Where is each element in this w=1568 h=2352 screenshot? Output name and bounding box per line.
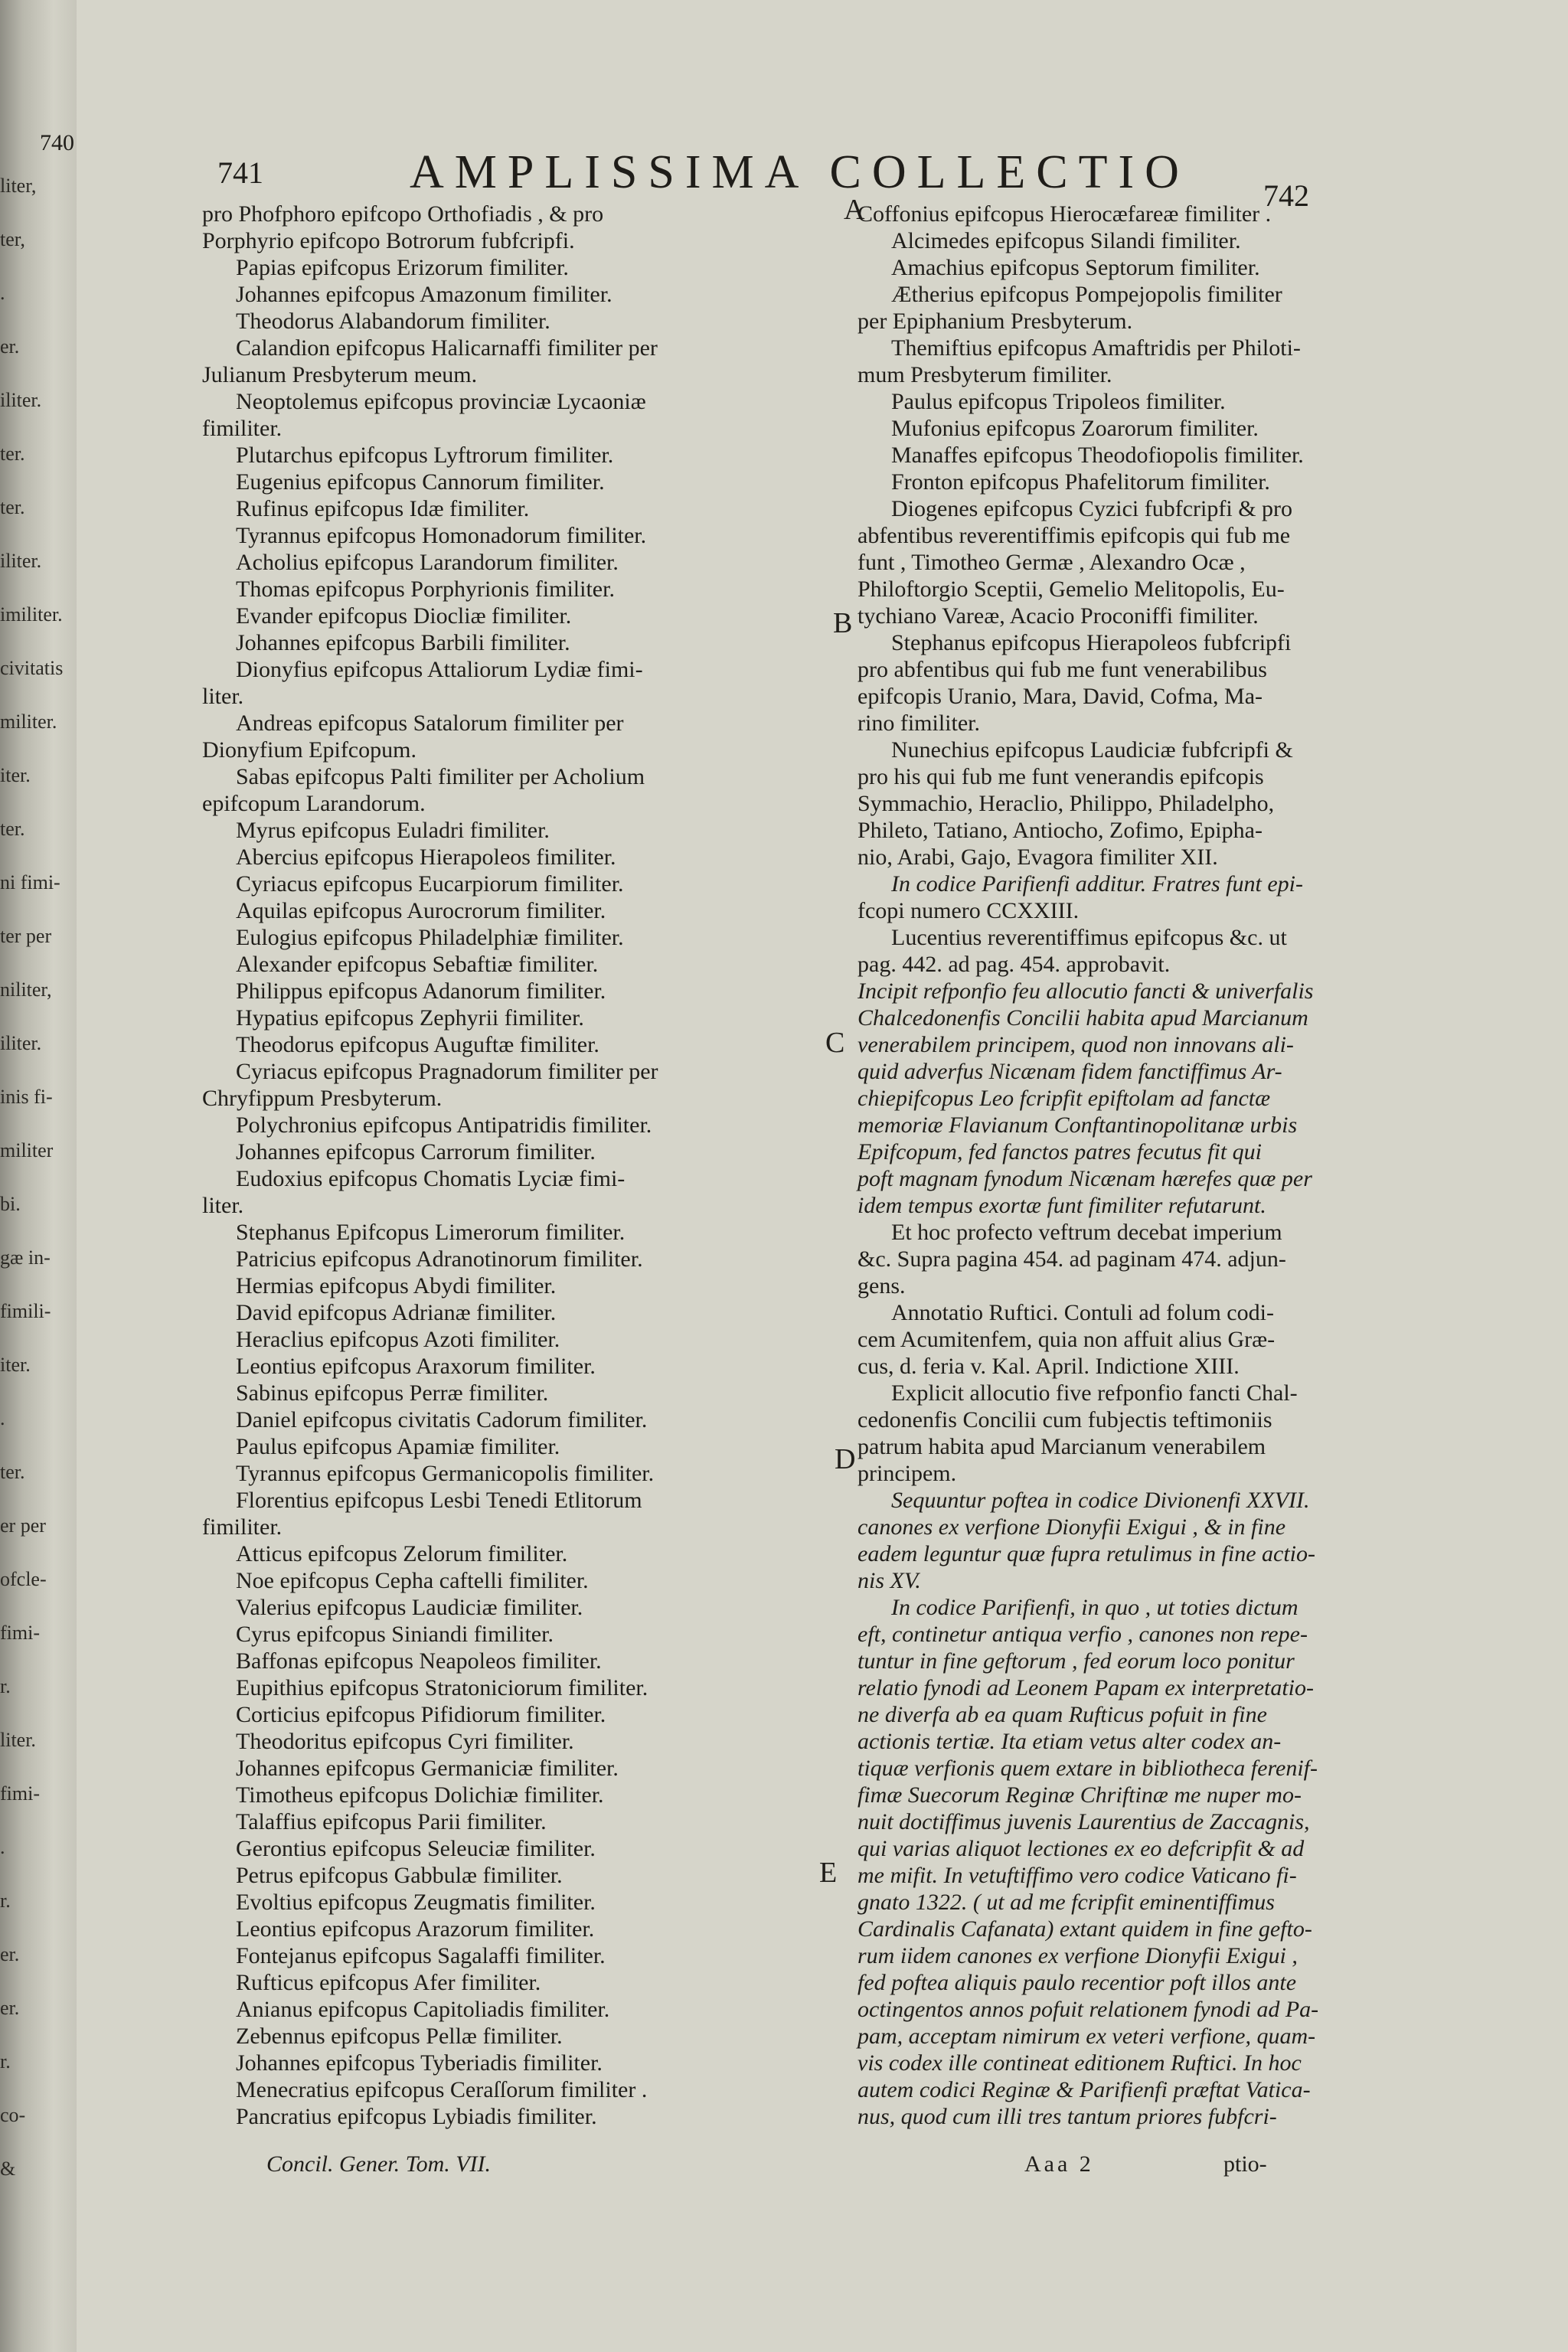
text-line: Alcimedes epifcopus Silandi fimiliter. [891,228,1241,253]
text-line: Acholius epifcopus Larandorum fimiliter. [236,550,619,575]
text-line: Johannes epifcopus Carrorum fimiliter. [236,1139,596,1165]
text-line: Plutarchus epifcopus Lyftrorum fimiliter. [236,443,614,468]
text-line: cem Acumitenfem, quia non affuit alius Græ- [858,1327,1276,1352]
footer-volume: Concil. Gener. Tom. VII. [266,2151,492,2177]
text-line: Tyrannus epifcopus Homonadorum fimiliter. [236,523,647,548]
text-line: gnato 1322. ( ut ad me fcripfit eminentiffimus [858,1890,1275,1915]
text-line: Nunechius epifcopus Laudiciæ fubfcripfi & [891,737,1293,763]
text-line: rino fimiliter. [858,710,980,736]
text-line: Dionyfium Epifcopum. [202,737,416,763]
margin-fragment: gæ in- [0,1246,51,1269]
text-line: venerabilem principem, quod non innovans ali- [858,1032,1294,1057]
margin-fragment: liter, [0,175,37,197]
margin-fragment: bi. [0,1193,21,1215]
text-line: In codice Parifienfi additur. Fratres funt epi- [891,871,1303,897]
section-marker-a: A [844,194,865,226]
text-line: Myrus epifcopus Euladri fimiliter. [236,818,550,843]
text-line: Leontius epifcopus Araxorum fimiliter. [236,1354,596,1379]
text-line: Julianum Presbyterum meum. [202,362,478,387]
text-line: Stephanus epifcopus Hierapoleos fubfcripfi [891,630,1292,655]
left-column [202,201,856,2130]
text-line: Epifcopum, fed fanctos patres fecutus fit qui [858,1139,1262,1165]
text-line: Fontejanus epifcopus Sagalaffi fimiliter. [236,1943,606,1968]
margin-fragment: fimi- [0,1782,40,1805]
margin-fragment: niliter, [0,978,52,1001]
text-line: canones ex verfione Dionyfii Exigui , & in fine [858,1514,1286,1540]
text-line: In codice Parifienfi, in quo , ut toties dictum [891,1595,1298,1620]
margin-fragment: r. [0,2050,11,2073]
text-line: pro abfentibus qui fub me funt venerabilibus [858,657,1267,682]
text-line: Eudoxius epifcopus Chomatis Lyciæ fimi- [236,1166,626,1191]
margin-fragment: ter per [0,925,52,947]
text-line: Baffonas epifcopus Neapoleos fimiliter. [236,1648,602,1674]
margin-fragment: fimi- [0,1622,40,1644]
text-line: Evoltius epifcopus Zeugmatis fimiliter. [236,1890,596,1915]
text-line: Gerontius epifcopus Seleuciæ fimiliter. [236,1836,596,1861]
margin-fragment: . [0,1407,5,1429]
text-line: Fronton epifcopus Phafelitorum fimiliter. [891,469,1270,495]
margin-fragment: iliter. [0,1032,42,1054]
text-line: tuntur in fine geftorum , fed eorum loco ponitur [858,1648,1295,1674]
margin-fragment: . [0,282,5,304]
text-line: chiepifcopus Leo fcripfit epiftolam ad fanctæ [858,1086,1271,1111]
text-line: Theodorus Alabandorum fimiliter. [236,309,550,334]
margin-fragment: r. [0,1675,11,1697]
margin-fragment: militer [0,1139,54,1161]
text-line: pro his qui fub me funt venerandis epifcopis [858,764,1264,789]
text-line: Tyrannus epifcopus Germanicopolis fimiliter. [236,1461,655,1486]
text-line: Zebennus epifcopus Pellæ fimiliter. [236,2024,563,2049]
text-line: Et hoc profecto veftrum decebat imperium [891,1220,1282,1245]
text-line: eadem leguntur quæ fupra retulimus in fine actio- [858,1541,1315,1566]
text-line: Leontius epifcopus Arazorum fimiliter. [236,1916,595,1942]
text-line: Neoptolemus epifcopus provinciæ Lycaoniæ [236,389,646,414]
text-line: Talaffius epifcopus Parii fimiliter. [236,1809,547,1834]
margin-fragment: ter, [0,228,25,250]
text-line: poft magnam fynodum Nicænam hærefes quæ per [858,1166,1312,1191]
text-line: Sequuntur poftea in codice Divionenfi XXVII. [891,1488,1310,1513]
text-line: vis codex ille contineat editionem Ruftici. In hoc [858,2050,1302,2076]
text-line: quid adverfus Nicænam fidem fanctiffimus Ar- [858,1059,1282,1084]
text-line: Sabinus epifcopus Perræ fimiliter. [236,1380,549,1406]
margin-fragment: ter. [0,496,25,518]
facing-page-margin [0,0,77,2352]
text-line: Noe epifcopus Cepha caftelli fimiliter. [236,1568,589,1593]
text-line: Mufonius epifcopus Zoarorum fimiliter. [891,416,1259,441]
text-line: Symmachio, Heraclio, Philippo, Philadelpho, [858,791,1275,816]
text-line: Andreas epifcopus Satalorum fimiliter per [236,710,624,736]
text-line: pag. 442. ad pag. 454. approbavit. [858,952,1171,977]
text-line: fimæ Suecorum Reginæ Chriftinæ me nuper mo- [858,1782,1302,1808]
text-line: epifcopis Uranio, Mara, David, Cofma, Ma- [858,684,1263,709]
left-page-number: 741 [217,155,263,190]
text-line: per Epiphanium Presbyterum. [858,309,1133,334]
margin-fragment: ter. [0,1461,25,1483]
text-line: nis XV. [858,1568,921,1593]
text-line: octingentos annos pofuit relationem fynodi ad Pa- [858,1997,1319,2022]
section-marker-d: D [835,1443,856,1475]
margin-fragment: ter. [0,818,25,840]
text-line: memoriæ Flavianum Conftantinopolitanæ urbis [858,1112,1298,1138]
text-line: cedonenfis Concilii cum fubjectis teftimoniis [858,1407,1272,1432]
text-line: Timotheus epifcopus Dolichiæ fimiliter. [236,1782,604,1808]
text-line: funt , Timotheo Germæ , Alexandro Ocæ , [858,550,1246,575]
text-line: Dionyfius epifcopus Attaliorum Lydiæ fimi- [236,657,643,682]
margin-fragment: er. [0,335,20,358]
margin-fragment: . [0,1836,5,1858]
margin-fragment: iter. [0,764,31,786]
text-line: Philoftorgio Sceptii, Gemelio Melitopolis, Eu- [858,577,1285,602]
text-line: Amachius epifcopus Septorum fimiliter. [891,255,1260,280]
text-line: Patricius epifcopus Adranotinorum fimiliter. [236,1246,643,1272]
text-line: Johannes epifcopus Germaniciæ fimiliter. [236,1756,619,1781]
text-line: Evander epifcopus Diocliæ fimiliter. [236,603,572,629]
running-title: AMPLISSIMA COLLECTIO [410,146,1190,198]
margin-fragment: ni fimi- [0,871,60,893]
text-line: Calandion epifcopus Halicarnaffi fimiliter per [236,335,658,361]
text-line: liter. [202,1193,244,1218]
text-line: Cardinalis Cafanata) extant quidem in fine gefto- [858,1916,1312,1942]
text-line: David epifcopus Adrianæ fimiliter. [236,1300,557,1325]
margin-fragment: civitatis [0,657,64,679]
text-line: Explicit allocutio five refponfio fancti Chal- [891,1380,1298,1406]
text-line: Hermias epifcopus Abydi fimiliter. [236,1273,557,1298]
text-line: Porphyrio epifcopo Botrorum fubfcripfi. [202,228,575,253]
text-line: principem. [858,1461,957,1486]
text-line: Philippus epifcopus Adanorum fimiliter. [236,978,606,1004]
text-line: Manaffes epifcopus Theodofiopolis fimiliter. [891,443,1304,468]
text-line: Menecratius epifcopus Ceraſſorum fimiliter . [236,2077,648,2102]
margin-fragment: inis fi- [0,1086,53,1108]
text-line: Eupithius epifcopus Stratoniciorum fimiliter. [236,1675,648,1700]
text-line: rum iidem canones ex verfione Dionyfii Exigui , [858,1943,1298,1968]
text-line: Florentius epifcopus Lesbi Tenedi Etlitorum [236,1488,642,1513]
margin-fragment: co- [0,2104,26,2126]
text-line: fed poftea aliquis paulo recentior poft illos ante [858,1970,1297,1995]
text-line: nio, Arabi, Gajo, Evagora fimiliter XII. [858,844,1218,870]
text-line: tiquæ verfionis quem extare in bibliotheca ferenif- [858,1756,1318,1781]
text-line: fimiliter. [202,1514,283,1540]
text-line: Johannes epifcopus Barbili fimiliter. [236,630,570,655]
text-line: Stephanus Epifcopus Limerorum fimiliter. [236,1220,626,1245]
right-page-number: 742 [1263,178,1309,213]
text-line: Abercius epifcopus Hierapoleos fimiliter. [236,844,616,870]
text-line: Paulus epifcopus Apamiæ fimiliter. [236,1434,560,1459]
text-line: Heraclius epifcopus Azoti fimiliter. [236,1327,560,1352]
text-line: gens. [858,1273,906,1298]
text-line: Ætherius epifcopus Pompejopolis fimiliter [891,282,1282,307]
text-line: Daniel epifcopus civitatis Cadorum fimiliter. [236,1407,648,1432]
text-line: nuit doctiffimus juvenis Laurentius de Zaccagnis, [858,1809,1310,1834]
text-line: Rufinus epifcopus Idæ fimiliter. [236,496,530,521]
text-line: Papias epifcopus Erizorum fimiliter. [236,255,569,280]
margin-fragment: iter. [0,1354,31,1376]
margin-fragment: ter. [0,443,25,465]
text-line: Sabas epifcopus Palti fimiliter per Acholium [236,764,645,789]
text-line: tychiano Vareæ, Acacio Proconiffi fimiliter. [858,603,1259,629]
text-line: Johannes epifcopus Tyberiadis fimiliter. [236,2050,603,2076]
margin-fragment: imiliter. [0,603,63,626]
text-line: Thomas epifcopus Porphyrionis fimiliter. [236,577,615,602]
margin-fragment: er per [0,1514,46,1537]
text-line: Petrus epifcopus Gabbulæ fimiliter. [236,1863,563,1888]
text-line: Diogenes epifcopus Cyzici fubfcripfi & pro [891,496,1293,521]
text-line: Lucentius reverentiffimus epifcopus &c. ut [891,925,1287,950]
margin-fragment: r. [0,1890,11,1912]
margin-fragment: iliter. [0,550,42,572]
text-line: relatio fynodi ad Leonem Papam ex interpretatio- [858,1675,1315,1700]
margin-fragment: er. [0,1943,20,1965]
text-line: Polychronius epifcopus Antipatridis fimiliter. [236,1112,652,1138]
text-line: mum Presbyterum fimiliter. [858,362,1112,387]
text-line: Phileto, Tatiano, Antiocho, Zofimo, Epipha- [858,818,1263,843]
text-line: Paulus epifcopus Tripoleos fimiliter. [891,389,1226,414]
text-line: Rufticus epifcopus Afer fimiliter. [236,1970,541,1995]
facing-page-number: 740 [40,130,74,155]
text-line: Hypatius epifcopus Zephyrii fimiliter. [236,1005,584,1031]
text-line: pam, acceptam nimirum ex veteri verfione, quam- [858,2024,1316,2049]
text-line: patrum habita apud Marcianum venerabilem [858,1434,1266,1459]
text-line: fcopi numero CCXXIII. [858,898,1080,923]
margin-fragment: fimili- [0,1300,51,1322]
text-line: pro Phofphoro epifcopo Orthofiadis , & pro [202,201,604,227]
text-line: Pancratius epifcopus Lybiadis fimiliter. [236,2104,597,2129]
text-line: Johannes epifcopus Amazonum fimiliter. [236,282,612,307]
section-marker-c: C [825,1027,845,1059]
text-line: nus, quod cum illi tres tantum priores fubfcri- [858,2104,1277,2129]
text-line: Cyrus epifcopus Siniandi fimiliter. [236,1622,554,1647]
text-line: Valerius epifcopus Laudiciæ fimiliter. [236,1595,583,1620]
text-line: ne diverfa ab ea quam Rufticus pofuit in fine [858,1702,1267,1727]
section-marker-e: E [819,1857,838,1889]
text-line: Coffonius epifcopus Hierocæfareæ fimiliter . [858,201,1272,227]
text-line: Themiftius epifcopus Amaftridis per Philoti- [891,335,1301,361]
text-line: Cyriacus epifcopus Eucarpiorum fimiliter. [236,871,624,897]
text-line: Corticius epifcopus Pifidiorum fimiliter. [236,1702,606,1727]
right-column [858,201,1386,2130]
text-line: abfentibus reverentiffimis epifcopis qui fub me [858,523,1291,548]
text-line: Eulogius epifcopus Philadelphiæ fimiliter. [236,925,624,950]
text-line: Aquilas epifcopus Aurocrorum fimiliter. [236,898,606,923]
text-line: me mifit. In vetuftiffimo vero codice Vaticano fi- [858,1863,1297,1888]
margin-fragment: & [0,2158,16,2180]
text-line: Incipit refponfio feu allocutio fancti & univerfalis [858,978,1314,1004]
section-marker-b: B [833,607,853,639]
text-line: Anianus epifcopus Capitoliadis fimiliter. [236,1997,610,2022]
footer-signature: Aaa 2 [1024,2151,1094,2177]
text-line: liter. [202,684,244,709]
margin-fragment: iliter. [0,389,42,411]
text-line: Theodoritus epifcopus Cyri fimiliter. [236,1729,574,1754]
text-line: &c. Supra pagina 454. ad paginam 474. adjun- [858,1246,1286,1272]
text-line: Annotatio Ruftici. Contuli ad folum codi- [891,1300,1274,1325]
page [77,0,1568,2352]
margin-fragment: militer. [0,710,57,733]
text-line: Chryfippum Presbyterum. [202,1086,443,1111]
margin-fragment: liter. [0,1729,36,1751]
text-line: actionis tertiæ. Ita etiam vetus alter codex an- [858,1729,1282,1754]
text-line: idem tempus exortæ funt fimiliter refutarunt. [858,1193,1266,1218]
text-line: cus, d. feria v. Kal. April. Indictione XIII. [858,1354,1240,1379]
text-line: fimiliter. [202,416,283,441]
text-line: autem codici Reginæ & Parifienfi præftat Vatica- [858,2077,1311,2102]
margin-fragment: er. [0,1997,20,2019]
text-line: eft, continetur antiqua verfio , canones non repe- [858,1622,1308,1647]
text-line: Alexander epifcopus Sebaftiæ fimiliter. [236,952,599,977]
text-line: Eugenius epifcopus Cannorum fimiliter. [236,469,605,495]
text-line: epifcopum Larandorum. [202,791,426,816]
margin-fragment: ofcle- [0,1568,47,1590]
text-line: Theodorus epifcopus Auguftæ fimiliter. [236,1032,599,1057]
footer-catchword: ptio- [1223,2151,1267,2177]
text-line: Chalcedonenfis Concilii habita apud Marcianum [858,1005,1308,1031]
text-line: qui varias aliquot lectiones ex eo defcripfit & ad [858,1836,1305,1861]
text-line: Atticus epifcopus Zelorum fimiliter. [236,1541,568,1566]
text-line: Cyriacus epifcopus Pragnadorum fimiliter per [236,1059,658,1084]
